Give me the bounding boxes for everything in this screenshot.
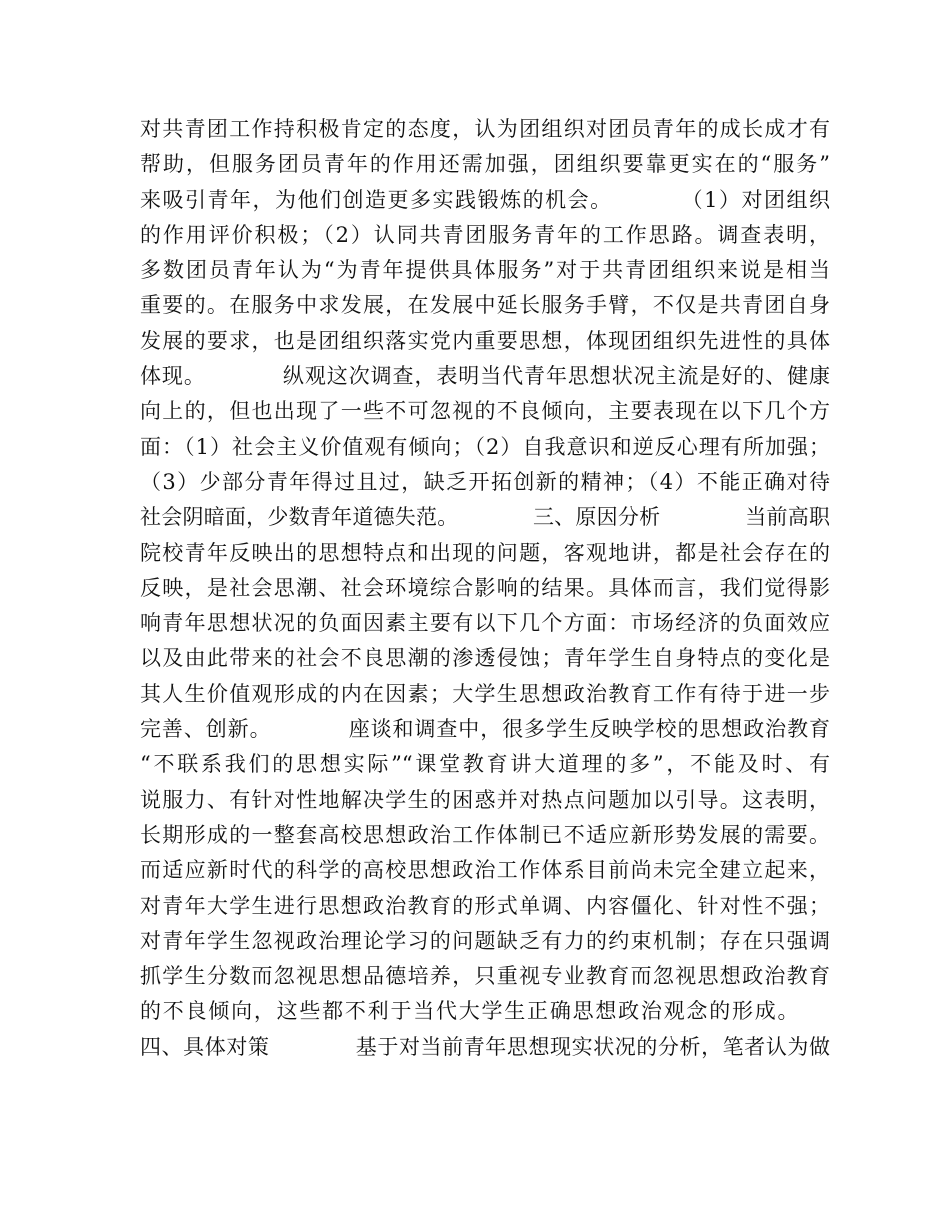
text-line: 四、具体对策 基于对当前青年思想现实状况的分析，笔者认为做 — [140, 1034, 830, 1059]
text-line: 面：（1）社会主义价值观有倾向；（2）自我意识和逆反心理有所加强； — [140, 434, 830, 459]
text-line: 响青年思想状况的负面因素主要有以下几个方面：市场经济的负面效应 — [140, 611, 830, 636]
text-line: 帮助，但服务团员青年的作用还需加强，团组织要靠更实在的“服务” — [140, 152, 830, 177]
text-line: 抓学生分数而忽视思想品德培养，只重视专业教育而忽视思想政治教育 — [140, 964, 830, 989]
text-line: 对青年学生忽视政治理论学习的问题缺乏有力的约束机制；存在只强调 — [140, 928, 830, 953]
body-text — [140, 112, 830, 1065]
text-line: 发展的要求，也是团组织落实党内重要思想，体现团组织先进性的具体 — [140, 328, 830, 353]
text-line: 以及由此带来的社会不良思潮的渗透侵蚀；青年学生自身特点的变化是 — [140, 646, 830, 671]
text-line: 多数团员青年认为“为青年提供具体服务”对于共青团组织来说是相当 — [140, 258, 830, 283]
text-line: “不联系我们的思想实际”“课堂教育讲大道理的多”，不能及时、有 — [140, 752, 830, 777]
text-line: 其人生价值观形成的内在因素；大学生思想政治教育工作有待于进一步 — [140, 681, 830, 706]
text-line: 重要的。在服务中求发展，在发展中延长服务手臂，不仅是共青团自身 — [140, 293, 830, 318]
text-line: 反映，是社会思潮、社会环境综合影响的结果。具体而言，我们觉得影 — [140, 575, 830, 600]
text-line: 社会阴暗面，少数青年道德失范。 三、原因分析 当前高职 — [140, 505, 830, 530]
text-line: 院校青年反映出的思想特点和出现的问题，客观地讲，都是社会存在的 — [140, 540, 830, 565]
text-line: 对青年大学生进行思想政治教育的形式单调、内容僵化、针对性不强； — [140, 893, 830, 918]
text-line: 对共青团工作持积极肯定的态度，认为团组织对团员青年的成长成才有 — [140, 117, 830, 141]
text-line: 完善、创新。 座谈和调查中，很多学生反映学校的思想政治教育 — [140, 717, 830, 742]
text-line: 而适应新时代的科学的高校思想政治工作体系目前尚未完全建立起来， — [140, 858, 830, 883]
text-line: 体现。 纵观这次调查，表明当代青年思想状况主流是好的、健康 — [140, 364, 830, 389]
text-line: （3）少部分青年得过且过，缺乏开拓创新的精神；（4）不能正确对待 — [140, 469, 830, 494]
text-line: 说服力、有针对性地解决学生的困惑并对热点问题加以引导。这表明， — [140, 787, 830, 812]
text-line: 来吸引青年，为他们创造更多实践锻炼的机会。 （1）对团组织 — [140, 187, 830, 212]
text-line: 向上的，但也出现了一些不可忽视的不良倾向，主要表现在以下几个方 — [140, 399, 830, 424]
text-line: 的不良倾向，这些都不利于当代大学生正确思想政治观念的形成。 — [140, 999, 830, 1024]
text-line: 长期形成的一整套高校思想政治工作体制已不适应新形势发展的需要。 — [140, 822, 830, 847]
text-line: 的作用评价积极；（2）认同共青团服务青年的工作思路。调查表明， — [140, 222, 830, 247]
